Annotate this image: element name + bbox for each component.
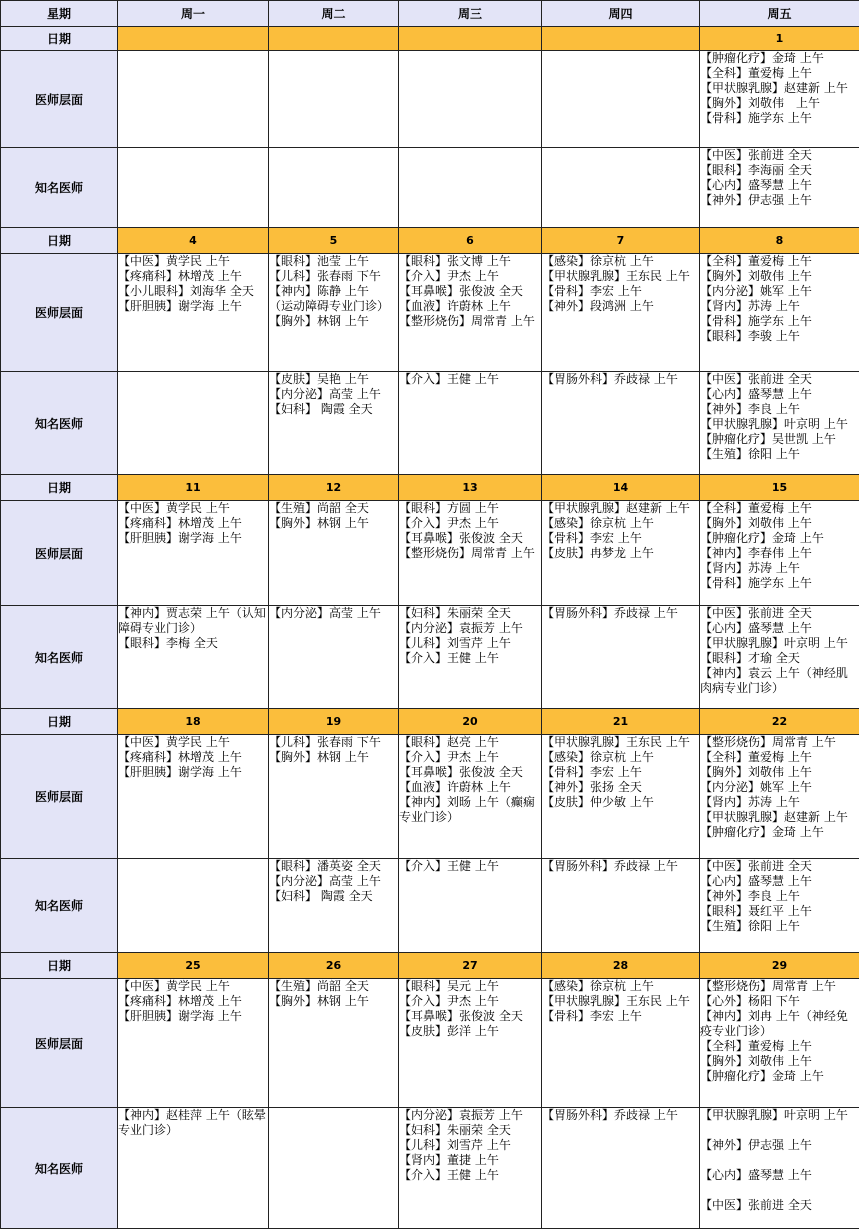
doctor-level-cell-fri [700, 51, 859, 148]
schedule-entry [700, 1153, 859, 1168]
famous-doctor-row [1, 372, 859, 475]
schedule-entry: 【胸外】刘敬伟 上午 [700, 96, 821, 110]
schedule-entry: 【肾内】董捷 上午 [399, 1153, 499, 1167]
schedule-entry: 【皮肤】吴艳 上午 [269, 372, 369, 386]
schedule-entry: 【中医】黄学民 上午 [118, 254, 230, 268]
doctor-level-cell-thu [542, 979, 700, 1108]
famous-doctor-cell-wed [399, 1108, 542, 1229]
schedule-entry: 【感染】徐京杭 上午 [542, 516, 654, 530]
doctor-level-row [1, 501, 859, 606]
schedule-entry: 【感染】徐京杭 上午 [542, 750, 654, 764]
schedule-entry: 【疼痛科】林增茂 上午 [118, 269, 242, 283]
doctor-level-cell-thu [542, 501, 700, 606]
schedule-entry: 【心内】盛琴慧 上午 [700, 621, 812, 635]
famous-doctor-cell-fri [700, 372, 859, 475]
schedule-entry: 【肾内】苏涛 上午 [700, 795, 800, 809]
schedule-entry: 【胸外】林钢 上午 [269, 516, 369, 530]
schedule-entry: 【肝胆胰】谢学海 上午 [118, 531, 242, 545]
header-wednesday: 周三 [399, 1, 542, 27]
doctor-level-cell-fri [700, 254, 859, 372]
schedule-entry: 【肿瘤化疗】金琦 上午 [700, 531, 824, 545]
schedule-entry: 【神内】袁云 上午（神经肌肉病专业门诊） [700, 666, 848, 695]
doctor-level-label: 医师层面 [1, 501, 118, 606]
doctor-level-cell-mon [118, 735, 269, 859]
schedule-entry: 【中医】黄学民 上午 [118, 501, 230, 515]
schedule-entry: 【中医】张前进 全天 [700, 148, 812, 162]
schedule-entry: 【肿瘤化疗】金琦 上午 [700, 825, 824, 839]
schedule-entry: 【眼科】方圆 上午 [399, 501, 499, 515]
schedule-entry: 【胸外】刘敬伟 上午 [700, 765, 812, 779]
famous-doctor-cell-fri [700, 859, 859, 953]
header-weekday: 星期 [1, 1, 118, 27]
schedule-entry: 【耳鼻喉】张俊波 全天 [399, 1009, 523, 1023]
doctor-level-label: 医师层面 [1, 51, 118, 148]
date-label: 日期 [1, 27, 118, 51]
schedule-entry: 【胸外】林钢 上午 [269, 750, 369, 764]
schedule-entry: 【整形烧伤】周常青 上午 [700, 979, 836, 993]
famous-doctor-cell-thu [542, 372, 700, 475]
schedule-entry: 【骨科】李宏 上午 [542, 284, 642, 298]
schedule-entry: 【血液】许蔚林 上午 [399, 780, 511, 794]
schedule-entry: 【胸外】林钢 上午 [269, 994, 369, 1008]
famous-doctor-cell-mon [118, 859, 269, 953]
schedule-entry: 【介入】尹杰 上午 [399, 269, 499, 283]
famous-doctor-label: 知名医师 [1, 372, 118, 475]
schedule-entry: 【胸外】刘敬伟 上午 [700, 516, 812, 530]
famous-doctor-cell-fri [700, 606, 859, 709]
schedule-entry: 【甲状腺乳腺】王东民 上午 [542, 994, 690, 1008]
schedule-entry: 【介入】王健 上午 [399, 1168, 499, 1182]
schedule-entry: 【肾内】苏涛 上午 [700, 561, 800, 575]
schedule-entry: 【介入】尹杰 上午 [399, 516, 499, 530]
schedule-entry: 【神内】赵桂萍 上午（眩晕专业门诊） [118, 1108, 266, 1137]
schedule-entry: 【甲状腺乳腺】赵建新 上午 [542, 501, 690, 515]
schedule-entry: 【眼科】池莹 上午 [269, 254, 369, 268]
famous-doctor-cell-thu [542, 148, 700, 228]
schedule-entry: 【眼科】李海丽 全天 [700, 163, 812, 177]
date-wed: 27 [399, 953, 542, 979]
schedule-entry: 【儿科】刘雪芹 上午 [399, 1138, 511, 1152]
schedule-entry: 【全科】董爱梅 上午 [700, 501, 812, 515]
date-row [1, 709, 859, 735]
schedule-entry: 【眼科】潘英姿 全天 [269, 859, 381, 873]
schedule-entry: 【疼痛科】林增茂 上午 [118, 516, 242, 530]
famous-doctor-cell-tue [269, 1108, 399, 1229]
doctor-level-cell-wed [399, 501, 542, 606]
date-mon: 18 [118, 709, 269, 735]
schedule-entry: 【肾内】苏涛 上午 [700, 299, 800, 313]
famous-doctor-cell-mon [118, 148, 269, 228]
doctor-level-cell-mon [118, 51, 269, 148]
schedule-entry: 【心内】盛琴慧 上午 [700, 178, 812, 192]
date-wed [399, 27, 542, 51]
schedule-entry: 【中医】张前进 全天 [700, 1198, 812, 1212]
date-tue: 12 [269, 475, 399, 501]
doctor-level-cell-tue [269, 735, 399, 859]
schedule-entry: 【肿瘤化疗】吴世凯 上午 [700, 432, 836, 446]
famous-doctor-cell-fri [700, 148, 859, 228]
schedule-entry: 【神外】李良 上午 [700, 402, 800, 416]
date-wed: 6 [399, 228, 542, 254]
schedule-entry: 【妇科】朱丽荣 全天 [399, 606, 511, 620]
famous-doctor-cell-tue [269, 859, 399, 953]
famous-doctor-cell-fri [700, 1108, 859, 1229]
date-thu: 28 [542, 953, 700, 979]
schedule-entry: 【内分泌】姚军 上午 [700, 780, 812, 794]
schedule-entry: 【生殖】尚韶 全天 [269, 979, 369, 993]
schedule-entry: 【生殖】尚韶 全天 [269, 501, 369, 515]
doctor-level-cell-fri [700, 501, 859, 606]
schedule-entry: 【神外】伊志强 上午 [700, 193, 812, 207]
schedule-entry: 【肝胆胰】谢学海 上午 [118, 299, 242, 313]
famous-doctor-cell-tue [269, 606, 399, 709]
date-thu: 21 [542, 709, 700, 735]
date-fri: 22 [700, 709, 859, 735]
famous-doctor-cell-mon [118, 372, 269, 475]
date-thu: 14 [542, 475, 700, 501]
famous-doctor-cell-thu [542, 859, 700, 953]
date-tue: 19 [269, 709, 399, 735]
schedule-entry: 【甲状腺乳腺】叶京明 上午 [700, 417, 848, 431]
famous-doctor-row [1, 148, 859, 228]
schedule-entry: 【胸外】林钢 上午 [269, 314, 369, 328]
schedule-entry: 【甲状腺乳腺】王东民 上午 [542, 269, 690, 283]
doctor-level-cell-mon [118, 254, 269, 372]
schedule-entry: 【中医】黄学民 上午 [118, 735, 230, 749]
date-tue [269, 27, 399, 51]
schedule-entry: 【肿瘤化疗】金琦 上午 [700, 51, 824, 65]
schedule-entry: 【中医】张前进 全天 [700, 372, 812, 386]
schedule-entry: 【甲状腺乳腺】王东民 上午 [542, 735, 690, 749]
doctor-level-cell-wed [399, 254, 542, 372]
schedule-entry: 【神内】贾志荣 上午（认知障碍专业门诊） [118, 606, 266, 635]
schedule-entry: 【小儿眼科】刘海华 全天 [118, 284, 254, 298]
schedule-entry: 【骨科】施学东 上午 [700, 314, 812, 328]
schedule-entry: 【肝胆胰】谢学海 上午 [118, 1009, 242, 1023]
date-row [1, 475, 859, 501]
famous-doctor-row [1, 1108, 859, 1229]
famous-doctor-cell-wed [399, 372, 542, 475]
famous-doctor-cell-wed [399, 859, 542, 953]
famous-doctor-cell-tue [269, 372, 399, 475]
schedule-entry: 【皮肤】彭洋 上午 [399, 1024, 499, 1038]
doctor-level-label: 医师层面 [1, 979, 118, 1108]
schedule-entry: 【胸外】刘敬伟 上午 [700, 269, 812, 283]
header-row [1, 1, 859, 27]
doctor-level-row [1, 979, 859, 1108]
date-fri: 29 [700, 953, 859, 979]
famous-doctor-cell-wed [399, 148, 542, 228]
date-mon: 25 [118, 953, 269, 979]
schedule-entry: 【肿瘤化疗】金琦 上午 [700, 1069, 824, 1083]
doctor-level-cell-thu [542, 254, 700, 372]
schedule-entry: 【感染】徐京杭 上午 [542, 254, 654, 268]
schedule-entry [700, 1123, 859, 1138]
schedule-entry: 【眼科】赵亮 上午 [399, 735, 499, 749]
date-wed: 20 [399, 709, 542, 735]
schedule-entry: 【心外】杨阳 下午 [700, 994, 800, 1008]
schedule-entry: 【整形烧伤】周常青 上午 [399, 546, 535, 560]
schedule-entry: 【胃肠外科】乔歧禄 上午 [542, 1108, 678, 1122]
doctor-level-label: 医师层面 [1, 254, 118, 372]
schedule-entry: 【生殖】徐阳 上午 [700, 919, 800, 933]
famous-doctor-row [1, 859, 859, 953]
schedule-entry: 【内分泌】高莹 上午 [269, 874, 381, 888]
date-row [1, 228, 859, 254]
schedule-entry: 【妇科】 陶霞 全天 [269, 889, 373, 903]
famous-doctor-cell-mon [118, 606, 269, 709]
schedule-entry: 【疼痛科】林增茂 上午 [118, 994, 242, 1008]
schedule-entry: 【妇科】朱丽荣 全天 [399, 1123, 511, 1137]
famous-doctor-cell-mon [118, 1108, 269, 1229]
schedule-entry: 【皮肤】冉梦龙 上午 [542, 546, 654, 560]
schedule-entry: 【甲状腺乳腺】赵建新 上午 [700, 810, 848, 824]
date-mon: 4 [118, 228, 269, 254]
doctor-level-row [1, 254, 859, 372]
schedule-entry: 【甲状腺乳腺】赵建新 上午 [700, 81, 848, 95]
famous-doctor-cell-thu [542, 1108, 700, 1229]
schedule-entry: 【生殖】徐阳 上午 [700, 447, 800, 461]
schedule-entry: 【眼科】才瑜 全天 [700, 651, 800, 665]
schedule-entry: 【整形烧伤】周常青 上午 [700, 735, 836, 749]
schedule-entry: 【内分泌】袁振芳 上午 [399, 1108, 523, 1122]
schedule-entry: 【内分泌】高莹 上午 [269, 387, 381, 401]
schedule-entry: 【皮肤】仲少敏 上午 [542, 795, 654, 809]
schedule-entry: 【全科】董爱梅 上午 [700, 66, 812, 80]
schedule-entry: 【胸外】刘敬伟 上午 [700, 1054, 812, 1068]
schedule-entry: 【骨科】李宏 上午 [542, 1009, 642, 1023]
schedule-entry: 【骨科】李宏 上午 [542, 531, 642, 545]
schedule-entry: 【全科】董爱梅 上午 [700, 254, 812, 268]
schedule-entry: 【感染】徐京杭 上午 [542, 979, 654, 993]
doctor-level-row [1, 51, 859, 148]
famous-doctor-label: 知名医师 [1, 148, 118, 228]
schedule-entry: 【儿科】刘雪芹 上午 [399, 636, 511, 650]
schedule-entry: 【眼科】聂红平 上午 [700, 904, 812, 918]
doctor-level-cell-fri [700, 979, 859, 1108]
schedule-entry: 【中医】黄学民 上午 [118, 979, 230, 993]
schedule-entry: 【耳鼻喉】张俊波 全天 [399, 531, 523, 545]
doctor-level-cell-tue [269, 501, 399, 606]
doctor-level-cell-wed [399, 735, 542, 859]
schedule-entry: 【血液】许蔚林 上午 [399, 299, 511, 313]
schedule-entry: 【神外】张扬 全天 [542, 780, 642, 794]
date-label: 日期 [1, 228, 118, 254]
schedule-entry: 【骨科】施学东 上午 [700, 576, 812, 590]
schedule-entry [700, 1183, 859, 1198]
date-wed: 13 [399, 475, 542, 501]
doctor-level-cell-tue [269, 254, 399, 372]
schedule-entry: 【甲状腺乳腺】叶京明 上午 [700, 1108, 848, 1122]
schedule-entry: 【中医】张前进 全天 [700, 606, 812, 620]
schedule-entry: 【耳鼻喉】张俊波 全天 [399, 284, 523, 298]
schedule-entry: 【内分泌】姚军 上午 [700, 284, 812, 298]
doctor-level-label: 医师层面 [1, 735, 118, 859]
schedule-entry: 【整形烧伤】周常青 上午 [399, 314, 535, 328]
date-fri: 15 [700, 475, 859, 501]
doctor-level-cell-mon [118, 501, 269, 606]
schedule-entry: 【中医】张前进 全天 [700, 859, 812, 873]
schedule-entry: 【眼科】吴元 上午 [399, 979, 499, 993]
date-tue: 5 [269, 228, 399, 254]
schedule-entry: 【全科】董爱梅 上午 [700, 750, 812, 764]
schedule-entry: 【介入】尹杰 上午 [399, 750, 499, 764]
schedule-entry: 【介入】王健 上午 [399, 372, 499, 386]
schedule-entry: 【胃肠外科】乔歧禄 上午 [542, 606, 678, 620]
date-tue: 26 [269, 953, 399, 979]
header-tuesday: 周二 [269, 1, 399, 27]
schedule-entry: （运动障碍专业门诊） [269, 299, 390, 313]
famous-doctor-label: 知名医师 [1, 1108, 118, 1229]
schedule-entry: 【神外】伊志强 上午 [700, 1138, 812, 1152]
date-label: 日期 [1, 953, 118, 979]
header-monday: 周一 [118, 1, 269, 27]
doctor-level-cell-fri [700, 735, 859, 859]
schedule-entry: 【眼科】李梅 全天 [118, 636, 218, 650]
doctor-level-cell-wed [399, 51, 542, 148]
schedule-entry: 【眼科】张文博 上午 [399, 254, 511, 268]
doctor-level-cell-thu [542, 735, 700, 859]
date-fri: 1 [700, 27, 859, 51]
schedule-entry: 【神内】陈静 上午 [269, 284, 369, 298]
famous-doctor-label: 知名医师 [1, 606, 118, 709]
schedule-entry: 【神外】段鸿洲 上午 [542, 299, 654, 313]
famous-doctor-row [1, 606, 859, 709]
header-thursday: 周四 [542, 1, 700, 27]
schedule-entry: 【心内】盛琴慧 上午 [700, 1168, 812, 1182]
schedule-entry: 【内分泌】高莹 上午 [269, 606, 381, 620]
date-fri: 8 [700, 228, 859, 254]
schedule-entry: 【甲状腺乳腺】叶京明 上午 [700, 636, 848, 650]
doctor-level-cell-tue [269, 51, 399, 148]
schedule-entry: 【妇科】 陶霞 全天 [269, 402, 373, 416]
schedule-entry: 【全科】董爱梅 上午 [700, 1039, 812, 1053]
date-thu: 7 [542, 228, 700, 254]
schedule-entry: 【疼痛科】林增茂 上午 [118, 750, 242, 764]
schedule-entry: 【儿科】张春雨 下午 [269, 269, 381, 283]
schedule-entry: 【儿科】张春雨 下午 [269, 735, 381, 749]
schedule-entry: 【神内】刘冉 上午（神经免疫专业门诊） [700, 1009, 848, 1038]
famous-doctor-label: 知名医师 [1, 859, 118, 953]
schedule-entry: 【介入】王健 上午 [399, 651, 499, 665]
date-label: 日期 [1, 475, 118, 501]
date-mon [118, 27, 269, 51]
doctor-level-cell-thu [542, 51, 700, 148]
schedule-entry: 【胃肠外科】乔歧禄 上午 [542, 372, 678, 386]
date-mon: 11 [118, 475, 269, 501]
schedule-entry: 【神外】李良 上午 [700, 889, 800, 903]
doctor-level-cell-tue [269, 979, 399, 1108]
schedule-entry: 【介入】尹杰 上午 [399, 994, 499, 1008]
famous-doctor-cell-wed [399, 606, 542, 709]
date-label: 日期 [1, 709, 118, 735]
schedule-entry: 【耳鼻喉】张俊波 全天 [399, 765, 523, 779]
famous-doctor-cell-thu [542, 606, 700, 709]
date-row [1, 953, 859, 979]
schedule-entry: 【介入】王健 上午 [399, 859, 499, 873]
schedule-entry: 【骨科】李宏 上午 [542, 765, 642, 779]
famous-doctor-cell-tue [269, 148, 399, 228]
schedule-entry: 【心内】盛琴慧 上午 [700, 387, 812, 401]
schedule-entry: 【胃肠外科】乔歧禄 上午 [542, 859, 678, 873]
schedule-entry: 【内分泌】袁振芳 上午 [399, 621, 523, 635]
schedule-entry: 【眼科】李骏 上午 [700, 329, 800, 343]
schedule-entry: 【神内】李春伟 上午 [700, 546, 812, 560]
date-row [1, 27, 859, 51]
schedule-entry: 【神内】刘旸 上午（癫痫专业门诊） [399, 795, 535, 824]
doctor-level-cell-wed [399, 979, 542, 1108]
schedule-entry: 【骨科】施学东 上午 [700, 111, 812, 125]
doctor-level-cell-mon [118, 979, 269, 1108]
schedule-entry: 【肝胆胰】谢学海 上午 [118, 765, 242, 779]
header-friday: 周五 [700, 1, 859, 27]
date-thu [542, 27, 700, 51]
doctor-level-row [1, 735, 859, 859]
schedule-entry: 【心内】盛琴慧 上午 [700, 874, 812, 888]
